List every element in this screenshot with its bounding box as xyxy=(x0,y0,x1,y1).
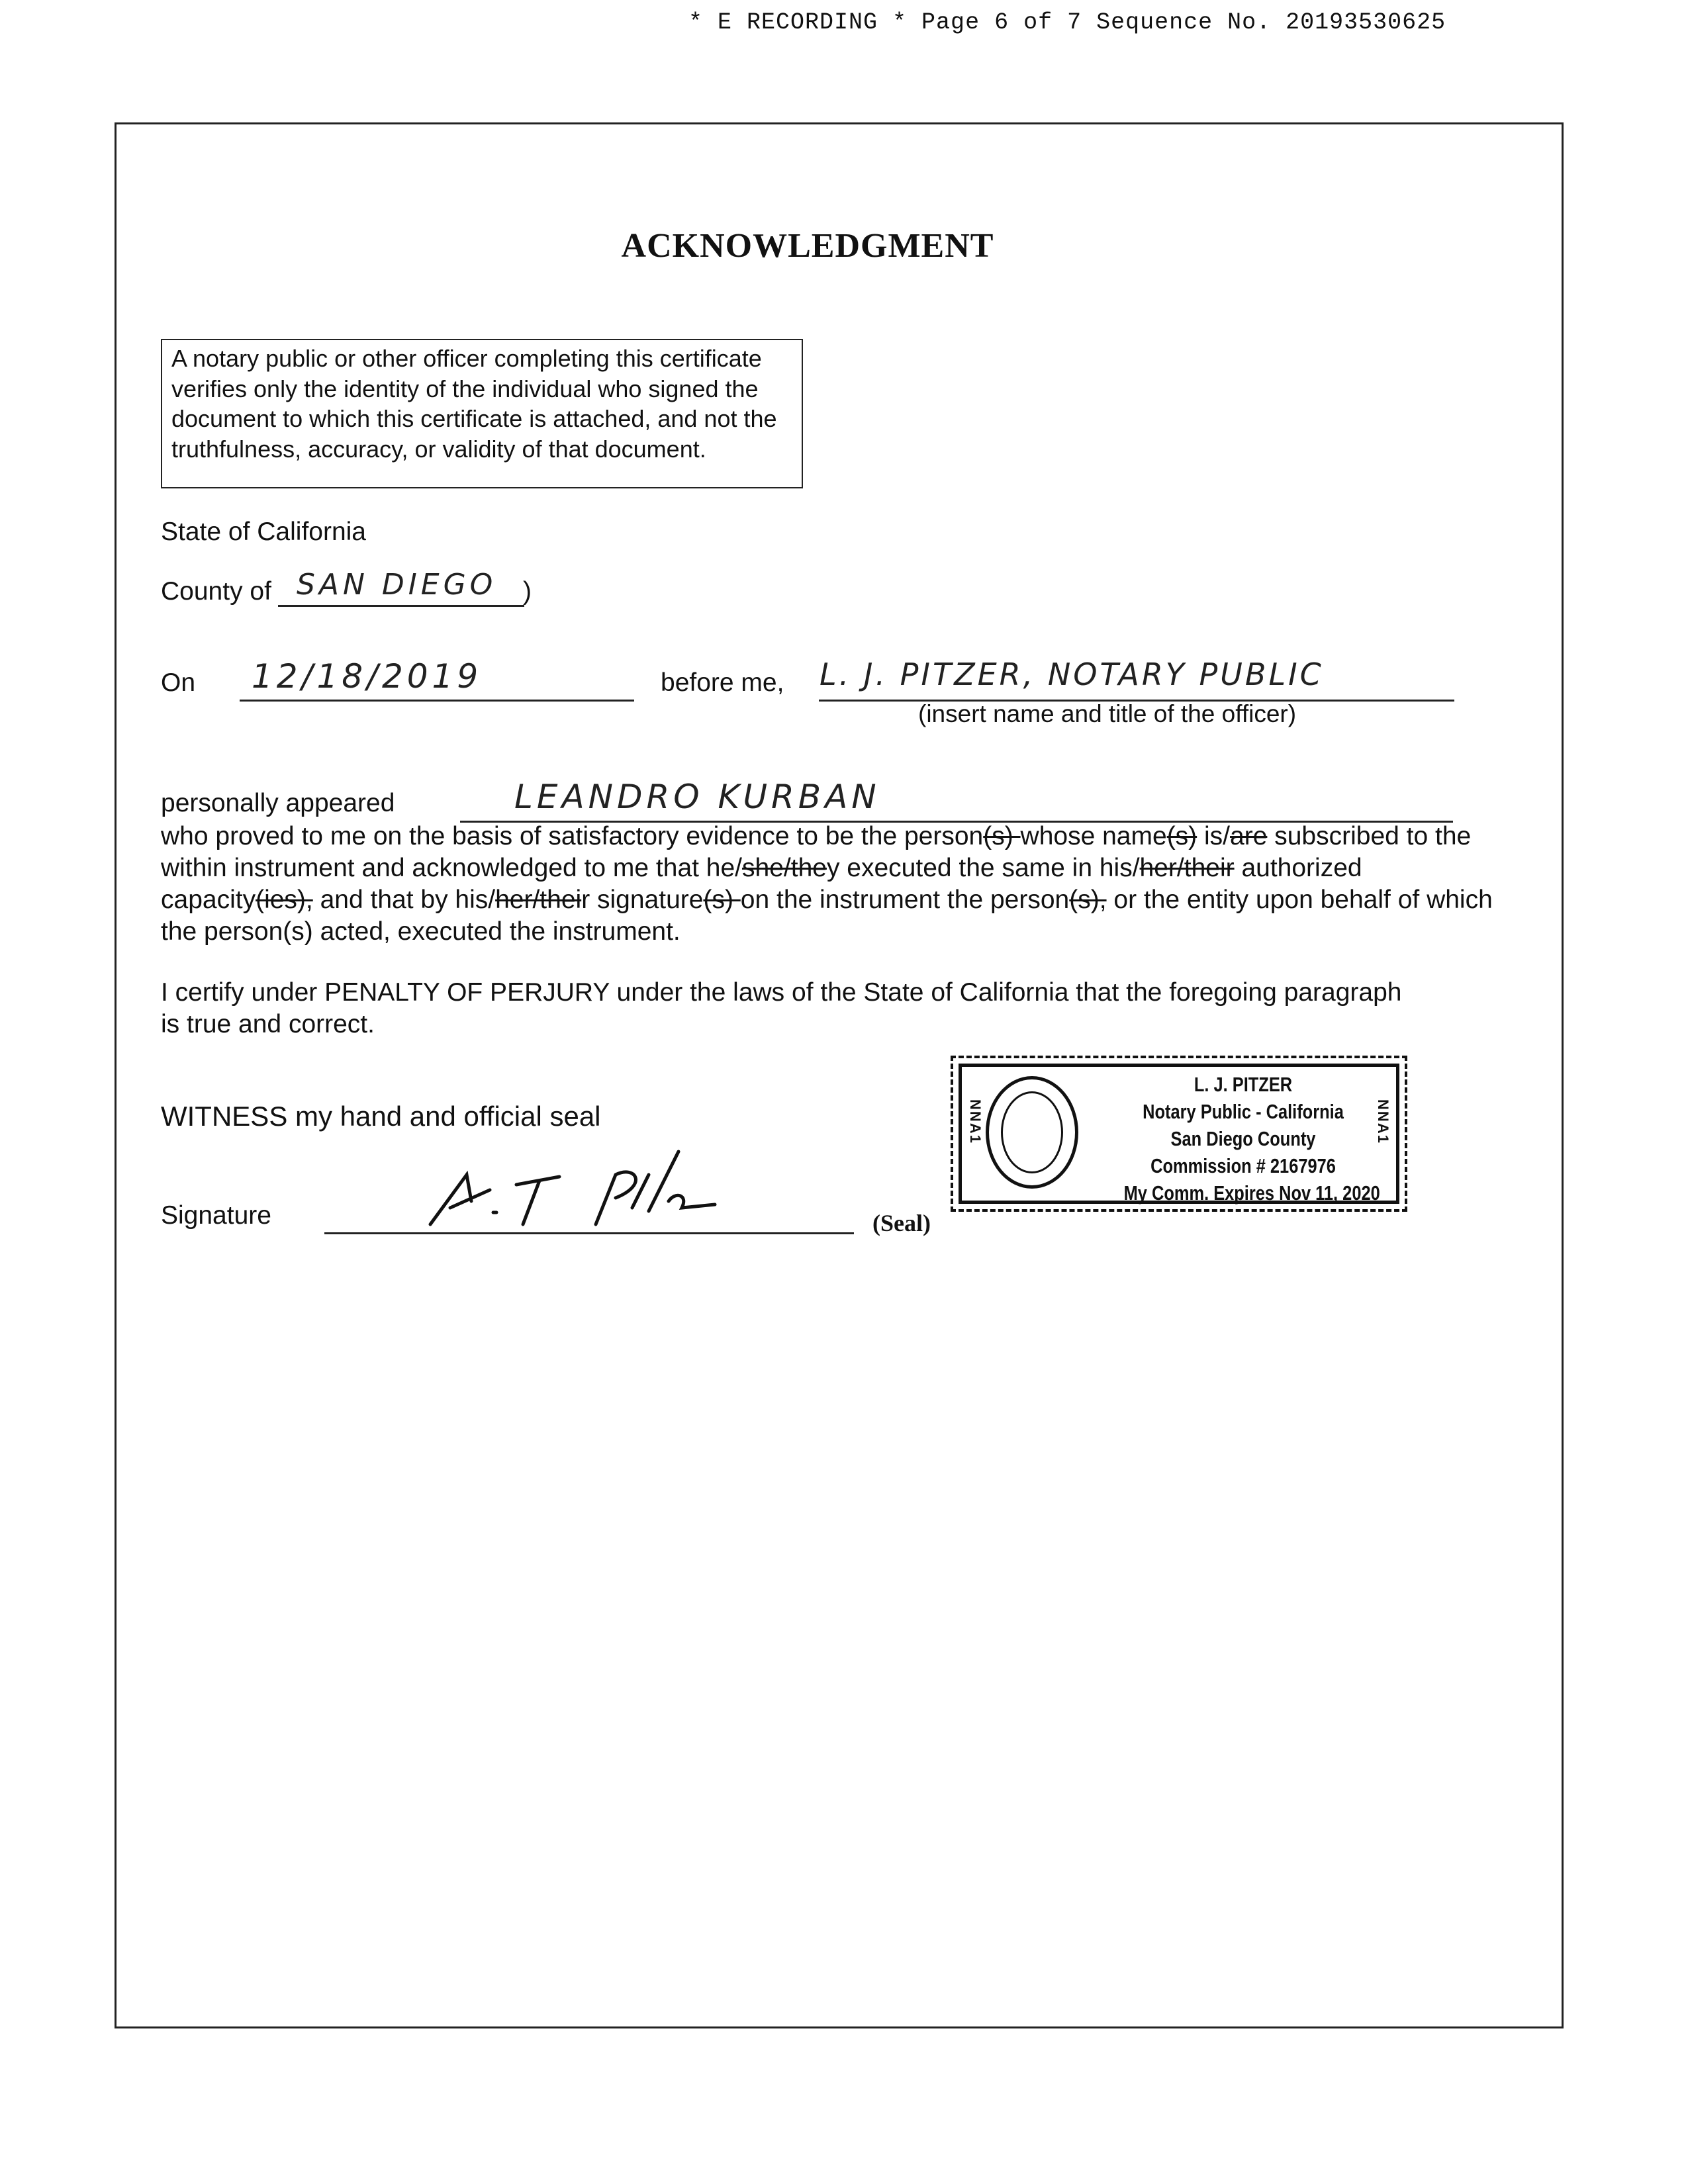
stamp-title: Notary Public - California xyxy=(1143,1100,1344,1123)
on-label: On xyxy=(161,668,196,697)
page-title: ACKNOWLEDGMENT xyxy=(621,227,994,265)
appeared-name-handwritten: LEANDRO KURBAN xyxy=(514,778,880,816)
stamp-county: San Diego County xyxy=(1170,1127,1316,1150)
before-me-label: before me, xyxy=(661,668,784,697)
notary-stamp xyxy=(951,1056,1407,1212)
officer-handwritten: L. J. PITZER, NOTARY PUBLIC xyxy=(820,657,1324,692)
stamp-text xyxy=(1123,1071,1380,1206)
county-handwritten: SAN DIEGO xyxy=(297,568,497,602)
date-line xyxy=(240,700,634,702)
stamp-commission: Commission # 2167976 xyxy=(1150,1154,1336,1177)
notary-signature xyxy=(417,1138,735,1238)
state-seal xyxy=(986,1076,1078,1189)
acknowledgment-paragraph: who proved to me on the basis of satisfactory evidence to be the person(s) whose name(s) is/are subscribed to the within instrument and acknowledged to me that he/she/they executed the same in his/her/their authorized capacity(ies), and that by his/her/their signature(s) on the instrument the person(s), or the entity upon behalf of which the person(s) acted, executed the instrument. xyxy=(161,822,1493,946)
county-close-paren: ) xyxy=(523,577,532,606)
stamp-inner-border xyxy=(959,1064,1399,1204)
perjury-certification: I certify under PENALTY OF PERJURY under the laws of the State of California that the foregoing paragraph is true and correct. xyxy=(161,978,1402,1038)
stamp-notary-name: L. J. PITZER xyxy=(1194,1073,1293,1096)
stamp-side-id-right: NNA1 xyxy=(1375,1099,1392,1144)
seal-label: (Seal) xyxy=(872,1210,931,1236)
signature-label: Signature xyxy=(161,1201,271,1230)
county-label: County of xyxy=(161,577,271,606)
state-label: State of California xyxy=(161,518,367,546)
appeared-label: personally appeared xyxy=(161,789,395,817)
officer-caption: (insert name and title of the officer) xyxy=(918,700,1297,727)
stamp-side-id-left: NNA1 xyxy=(966,1099,984,1144)
stamp-expiration: My Comm. Expires Nov 11, 2020 xyxy=(1123,1181,1380,1205)
date-handwritten: 12/18/2019 xyxy=(252,657,483,696)
recording-header: * E RECORDING * Page 6 of 7 Sequence No. 20193530625 xyxy=(688,9,1446,36)
notice-box: A notary public or other officer completing this certificate verifies only the identity of the individual who signed the document to which this certificate is attached, and not the truthfulness, accuracy, or validity of that document. xyxy=(161,339,803,488)
signature-line xyxy=(324,1232,854,1234)
county-line xyxy=(278,605,524,607)
witness-statement: WITNESS my hand and official seal xyxy=(161,1101,601,1132)
